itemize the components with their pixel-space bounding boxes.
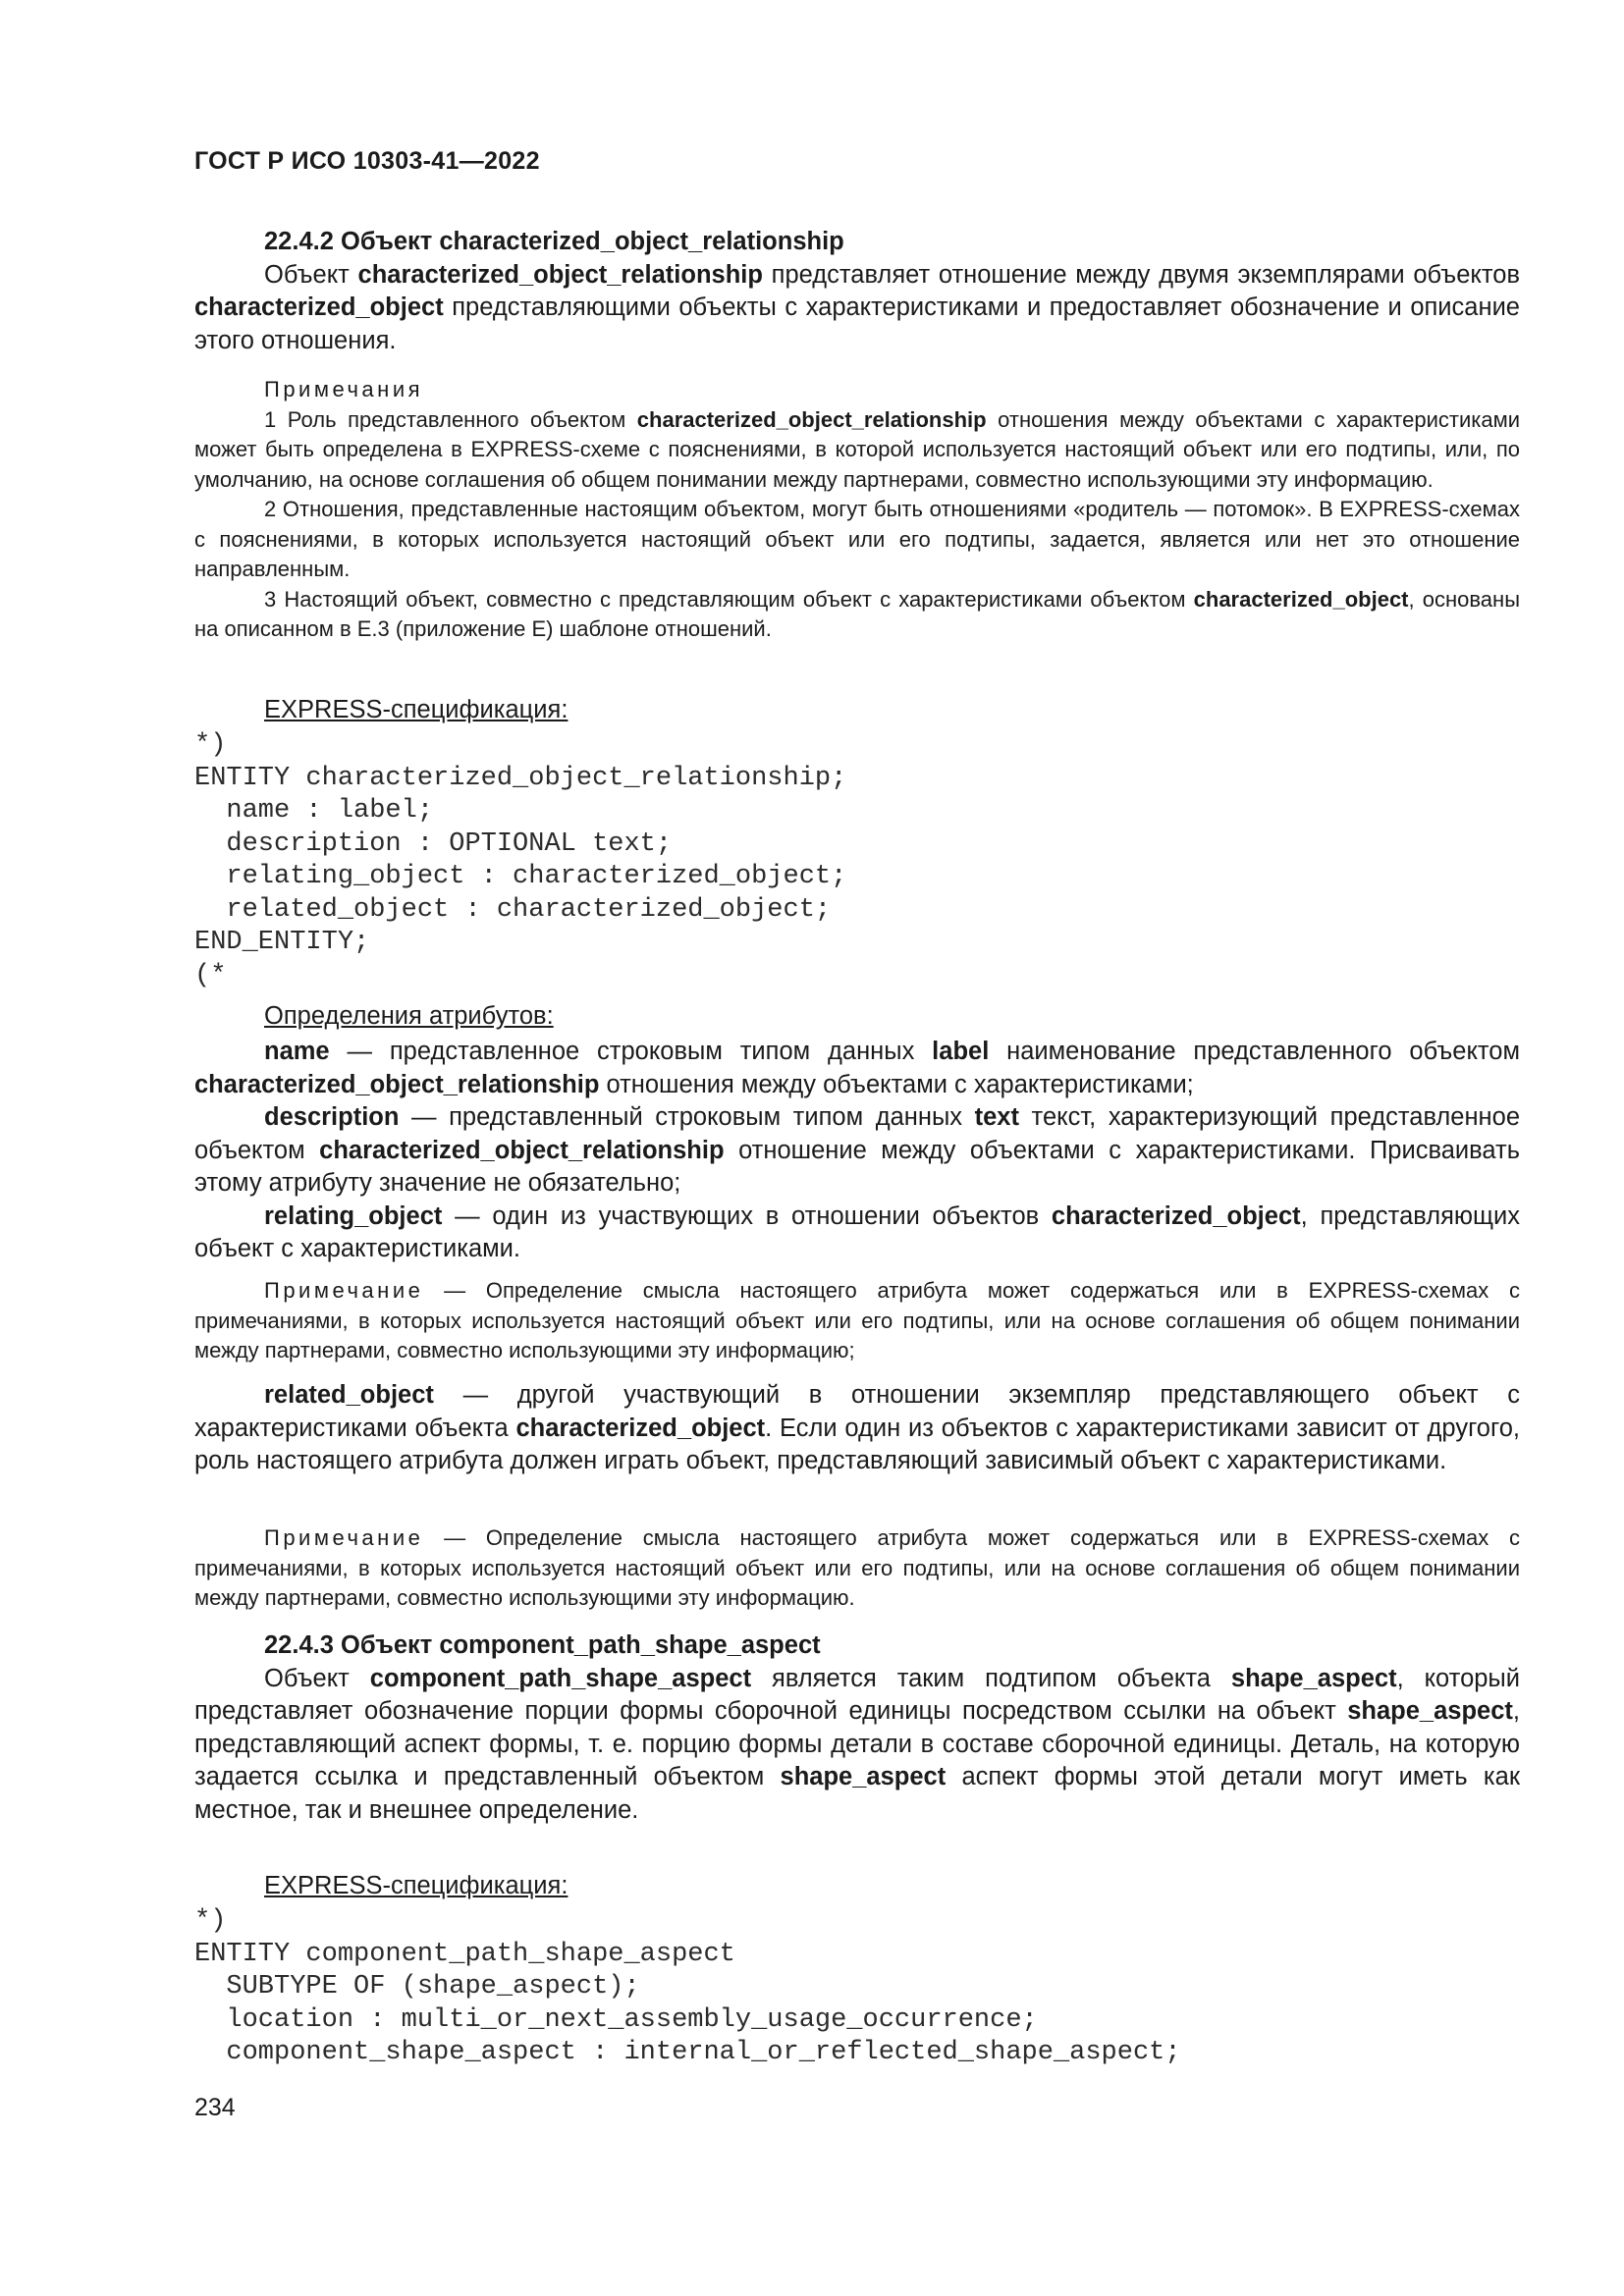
section-22-4-3 — [194, 1629, 1520, 1827]
section-title: 22.4.3 Объект component_path_shape_aspect — [264, 1631, 821, 1659]
attr-name-def: name — представленное строковым типом данных label наименование представленного объектом characterized_object_relationship отношения между объектами с характеристиками; — [194, 1038, 1520, 1098]
express-code-block: *) ENTITY component_path_shape_aspect SUBTYPE OF (shape_aspect); location : multi_or_next_assembly_usage_occurrence; component_shape_aspect : internal_or_reflected_shape_aspect; — [194, 1906, 1181, 2067]
section-22-4-2 — [194, 226, 1520, 357]
express-code-block: *) ENTITY characterized_object_relationship; name : label; description : OPTIONAL text; relating_object : characterized_object; related_object : characterized_object; END_ENTITY; (* — [194, 730, 847, 990]
express-label: EXPRESS-спецификация: — [264, 1872, 568, 1899]
notes-heading: Примечания — [264, 377, 424, 401]
section-title: 22.4.2 Объект characterized_object_relationship — [264, 228, 844, 255]
attr-note-2: Примечание — Определение смысла настоящего атрибута может содержаться или в EXPRESS-схемах с примечаниями, в которых используется настоящий объект или его подтипы, или на основе соглашения об общем понимании между партнерами, совместно использующими эту информацию. — [194, 1525, 1520, 1610]
note-1: 1 Роль представленного объектом characterized_object_relationship отношения между объектами с характеристиками может быть определена в EXPRESS-схеме с пояснениями, в которой используется настоящий объект или его подтипы, или, по умолчанию, на основе соглашения об общем понимании между партнерами, совместно использующими эту информацию. — [194, 406, 1520, 492]
notes-block — [194, 375, 1520, 645]
attr-relating-def: relating_object — один из участвующих в отношении объектов characterized_object, представляющих объект с характеристиками. — [194, 1201, 1521, 1262]
note-3: 3 Настоящий объект, совместно с представляющим объект с характеристиками объектом characterized_object, основаны на описанном в Е.3 (приложение Е) шаблоне отношений. — [194, 586, 1521, 641]
attr-related-def: related_object — другой участвующий в отношении экземпляр представляющего объект с характеристиками объекта characterized_object. Если один из объектов с характеристиками зависит от другого, роль настоящего атрибута должен играть объект, представляющий зависимый объект с характеристиками. — [194, 1381, 1520, 1474]
section-intro: Объект component_path_shape_aspect является таким подтипом объекта shape_aspect, который представляет обозначение порции формы сборочной единицы посредством ссылки на объект shape_aspect, представляющий аспект формы, т. е. порцию формы детали в составе сборочной единицы. Деталь, на которую задается ссылка и представленный объектом shape_aspect аспект формы этой детали могут иметь как местное, так и внешнее определение. — [194, 1664, 1521, 1824]
section-intro: Объект characterized_object_relationship представляет отношение между двумя экземплярами объектов characterized_object представляющими объекты с характеристиками и предоставляет обозначение и описание этого отношения. — [194, 260, 1520, 354]
attr-description-def: description — представленный строковым типом данных text текст, характеризующий представленное объектом characterized_object_relationship отношение между объектами с характеристиками. Присваивать этому атрибуту значение не обязательно; — [194, 1103, 1521, 1197]
page-number: 234 — [194, 2094, 236, 2121]
document-header: ГОСТ Р ИСО 10303-41—2022 — [194, 147, 540, 175]
attributes-heading: Определения атрибутов: — [264, 1002, 554, 1030]
attribute-definitions — [194, 1036, 1520, 1266]
express-label: EXPRESS-спецификация: — [264, 696, 568, 723]
note-2: 2 Отношения, представленные настоящим объектом, могут быть отношениями «родитель — потомок». В EXPRESS-схемах с пояснениями, в которых используется настоящий объект или его подтипы, задается, является или нет это отношение направленным. — [194, 497, 1520, 581]
attr-note-1: Примечание — Определение смысла настоящего атрибута может содержаться или в EXPRESS-схемах с примечаниями, в которых используется настоящий объект или его подтипы, или на основе соглашения об общем понимании между партнерами, совместно использующими эту информацию; — [194, 1278, 1520, 1362]
